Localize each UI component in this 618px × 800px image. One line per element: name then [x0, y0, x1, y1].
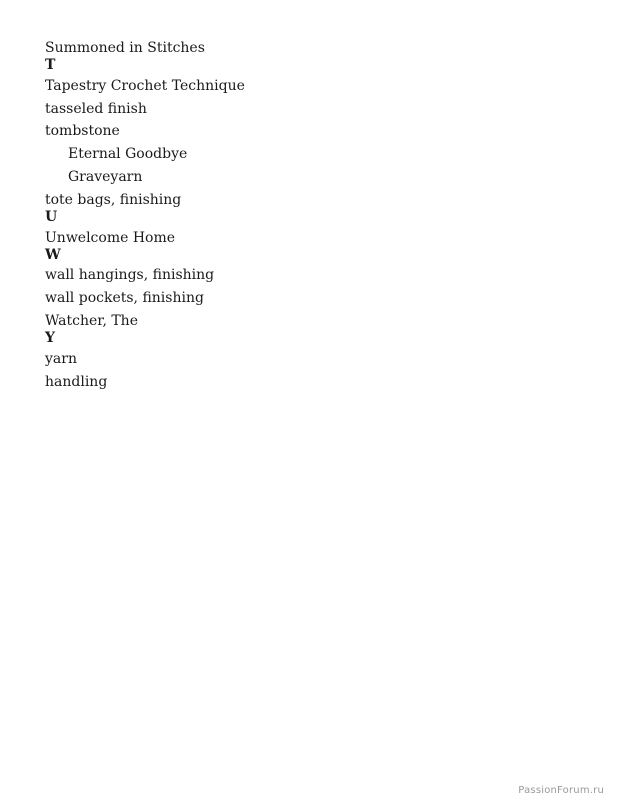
index-entry: tasseled finish	[45, 100, 147, 117]
index-subentry: Eternal Goodbye	[68, 146, 188, 163]
index-letter-heading: Y	[45, 329, 55, 346]
index-letter-heading: U	[45, 208, 58, 225]
index-entry: wall hangings, finishing	[45, 267, 215, 284]
index-list	[45, 40, 585, 396]
index-letter-heading: T	[45, 57, 56, 73]
watermark-text: PassionForum.ru	[518, 785, 604, 796]
index-entry: yarn	[45, 350, 77, 367]
index-entry: handling	[45, 373, 108, 390]
index-entry: Unwelcome Home	[45, 229, 176, 246]
index-entry: Watcher, The	[45, 312, 138, 329]
index-entry: wall pockets, finishing	[45, 290, 204, 307]
index-entry: Tapestry Crochet Technique	[45, 77, 245, 94]
index-subentry: Graveyarn	[68, 168, 143, 185]
index-letter-heading: W	[45, 246, 61, 263]
index-entry: Summoned in Stitches	[45, 40, 205, 56]
index-entry: tombstone	[45, 123, 120, 140]
index-entry: tote bags, finishing	[45, 191, 182, 208]
